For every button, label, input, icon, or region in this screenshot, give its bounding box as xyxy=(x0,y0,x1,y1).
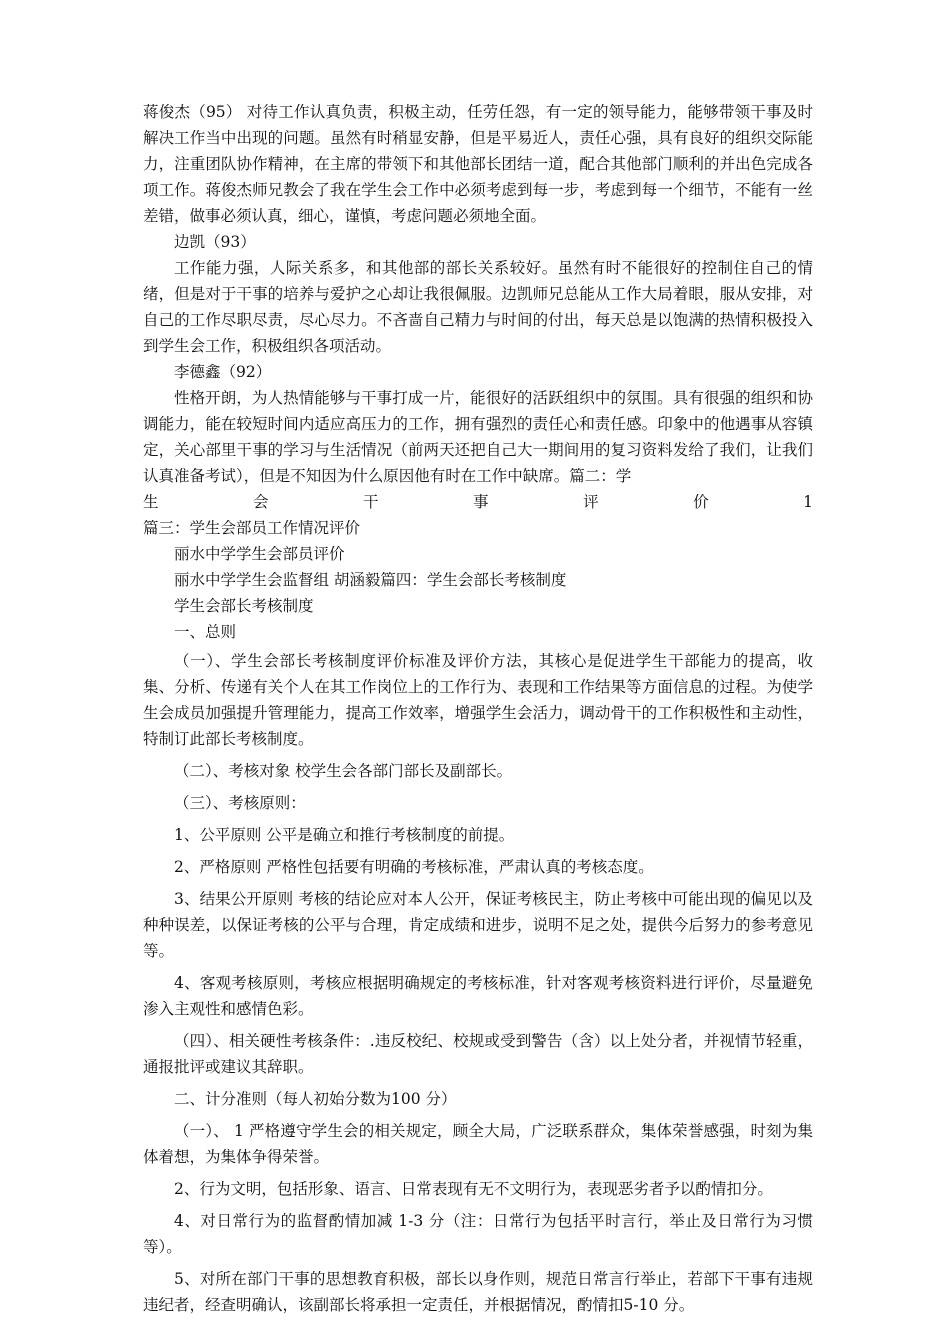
paragraph-1-2: （二）、考核对象 校学生会各部门部长及副部长。 xyxy=(174,762,513,780)
line-lishui-2: 丽水中学学生会监督组 胡涵毅篇四：学生会部长考核制度 xyxy=(174,571,567,589)
scoring-rule-2: 2、行为文明，包括形象、语言、日常表现有无不文明行为，表现恶劣者予以酌情扣分。 xyxy=(174,1180,773,1198)
principle-2: 2、严格原则 严格性包括要有明确的考核标准，严肃认真的考核态度。 xyxy=(174,858,654,876)
spread-char: 1 xyxy=(803,493,813,511)
spread-char: 评 xyxy=(583,493,599,511)
paragraph-li: 性格开朗，为人热情能够与干事打成一片，能很好的活跃组织中的氛围。具有很强的组织和协调能力，能在较短时间内适应高压力的工作，拥有强烈的责任心和责任感。印象中的他遇事从容镇定，关心部里干事的学习与生活情况（前两天还把自己大一期间用的复习资料发给了我们，让我们认真准备考试），但是不知因为什么原因他有时在工作中缺席。篇二：学 xyxy=(143,389,813,485)
principle-1: 1、公平原则 公平是确立和推行考核制度的前提。 xyxy=(174,826,515,844)
paragraph-bian: 工作能力强，人际关系多，和其他部的部长关系较好。虽然有时不能很好的控制住自己的情绪，但是对于干事的培养与爱护之心却让我很佩服。边凯师兄总能从工作大局着眼，服从安排，对自己的工作尽职尽责，尽心尽力。不吝啬自己精力与时间的付出，每天总是以饱满的热情积极投入到学生会工作，积极组织各项活动。 xyxy=(143,259,813,355)
spread-char: 会 xyxy=(253,493,269,511)
principle-4: 4、客观考核原则，考核应根据明确规定的考核标准，针对客观考核资料进行评价，尽量避免渗入主观性和感情色彩。 xyxy=(143,974,813,1018)
paragraph-jiang: 蒋俊杰（95） 对待工作认真负责，积极主动，任劳任怨，有一定的领导能力，能够带领干事及时解决工作当中出现的问题。虽然有时稍显安静，但是平易近人，责任心强，具有良好的组织交际能力，注重团队协作精神，在主席的带领下和其他部长团结一道，配合其他部门顺利的并出色完成各项工作。蒋俊杰师兄教会了我在学生会工作中必须考虑到每一步，考虑到每一个细节，不能有一丝差错，做事必须认真，细心，谨慎，考虑问题必须地全面。 xyxy=(143,103,813,225)
paragraph-1-1: （一）、学生会部长考核制度评价标准及评价方法，其核心是促进学生干部能力的提高，收集、分析、传递有关个人在其工作岗位上的工作行为、表现和工作结果等方面信息的过程。为使学生会成员加强提升管理能力，提高工作效率，增强学生会活力，调动骨干的工作积极性和主动性，特制订此部长考核制度。 xyxy=(143,652,813,748)
principle-3: 3、结果公开原则 考核的结论应对本人公开，保证考核民主，防止考核中可能出现的偏见以及种种误差，以保证考核的公平与合理，肯定成绩和进步，说明不足之处，提供今后努力的参考意见等。 xyxy=(143,890,813,960)
spread-char: 干 xyxy=(363,493,379,511)
name-li: 李德鑫（92） xyxy=(174,363,272,381)
paragraph-1-4: （四）、相关硬性考核条件：.违反校纪、校规或受到警告（含）以上处分者，并视情节轻重，通报批评或建议其辞职。 xyxy=(143,1032,813,1076)
spread-char: 事 xyxy=(473,493,489,511)
spread-char: 价 xyxy=(693,493,709,511)
section-heading-2: 二、计分准则（每人初始分数为100 分） xyxy=(174,1090,457,1108)
line-pian3: 篇三：学生会部员工作情况评价 xyxy=(143,519,361,537)
document-body xyxy=(143,99,813,1318)
scoring-rule-5: 5、对所在部门干事的思想教育积极，部长以身作则，规范日常言行举止，若部下干事有违规违纪者，经查明确认，该副部长将承担一定责任，并根据情况，酌情扣5-10 分。 xyxy=(143,1270,813,1314)
line-lishui-1: 丽水中学学生会部员评价 xyxy=(174,545,345,563)
paragraph-1-3: （三）、考核原则： xyxy=(174,794,306,812)
spread-line xyxy=(143,489,813,515)
section-heading-1: 一、总则 xyxy=(174,623,237,641)
name-bian: 边凯（93） xyxy=(174,233,256,251)
scoring-rule-1: （一）、 1 严格遵守学生会的相关规定，顾全大局，广泛联系群众，集体荣誉感强，时刻为集体着想，为集体争得荣誉。 xyxy=(143,1122,813,1166)
section-title: 学生会部长考核制度 xyxy=(174,597,314,615)
scoring-rule-4: 4、对日常行为的监督酌情加减 1-3 分（注：日常行为包括平时言行，举止及日常行为习惯等）。 xyxy=(143,1212,813,1256)
spread-char: 生 xyxy=(143,493,159,511)
